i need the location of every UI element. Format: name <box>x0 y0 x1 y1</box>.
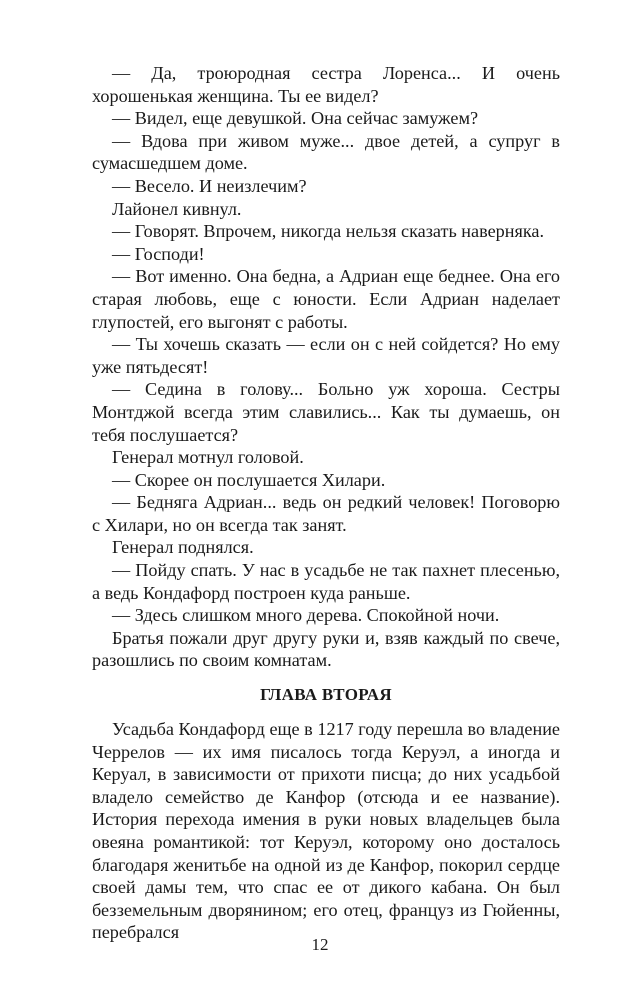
paragraph: — Весело. И неизлечим? <box>112 175 307 196</box>
paragraph: — Бедняга Адриан... ведь он редкий человек! Поговорю с Хилари, но он всегда так занят. <box>92 492 560 535</box>
paragraph: — Ты хочешь сказать — если он с ней сойдется? Но ему уже пятьдесят! <box>92 334 560 377</box>
paragraph: Генерал поднялся. <box>112 537 254 558</box>
paragraph: — Скорее он послушается Хилари. <box>112 469 386 490</box>
paragraph: — Вот именно. Она бедна, а Адриан еще беднее. Она его старая любовь, еще с юности. Если Адриан наделает глупостей, его выгонят с работы. <box>92 266 560 332</box>
paragraph: — Господи! <box>112 243 205 264</box>
paragraph: — Здесь слишком много дерева. Спокойной ночи. <box>112 605 500 626</box>
paragraph: Лайонел кивнул. <box>112 198 242 219</box>
paragraph: — Видел, еще девушкой. Она сейчас замужем? <box>112 108 479 129</box>
paragraph: — Седина в голову... Больно уж хороша. Сестры Монтджой всегда этим славились... Как ты думаешь, он тебя послушается? <box>92 379 560 445</box>
paragraph: — Да, троюродная сестра Лоренса... И очень хорошенькая женщина. Ты ее видел? <box>92 63 560 106</box>
dialogue-section <box>92 62 560 672</box>
chapter-body <box>92 718 560 944</box>
paragraph: Братья пожали друг другу руки и, взяв каждый по свече, разошлись по своим комнатам. <box>92 627 560 671</box>
paragraph: Усадьба Кондафорд еще в 1217 году перешла во владение Черрелов — их имя писалось тогда Керуэл, а иногда и Керуал, в зависимости от прихоти писца; до них усадьбой владело семейство де Канфор (отсюда и ее название). История перехода имения в руки новых владельцев была овеяна романтикой: тот Керуэл, которому оно досталось благодаря женитьбе на одной из де Канфор, покорил сердце своей дамы тем, что спас ее от дикого кабана. Он был безземельным дворянином; его отец, француз из Гюйенны, перебрался <box>92 719 560 943</box>
paragraph: — Говорят. Впрочем, никогда нельзя сказать наверняка. <box>112 221 545 242</box>
paragraph: — Пойду спать. У нас в усадьбе не так пахнет плесенью, а ведь Кондафорд построен куда раньше. <box>92 560 560 603</box>
paragraph: Генерал мотнул головой. <box>112 447 304 468</box>
chapter-heading: ГЛАВА ВТОРАЯ <box>260 685 392 704</box>
paragraph: — Вдова при живом муже... двое детей, а супруг в сумасшедшем доме. <box>92 130 560 174</box>
page-number: 12 <box>311 935 329 954</box>
